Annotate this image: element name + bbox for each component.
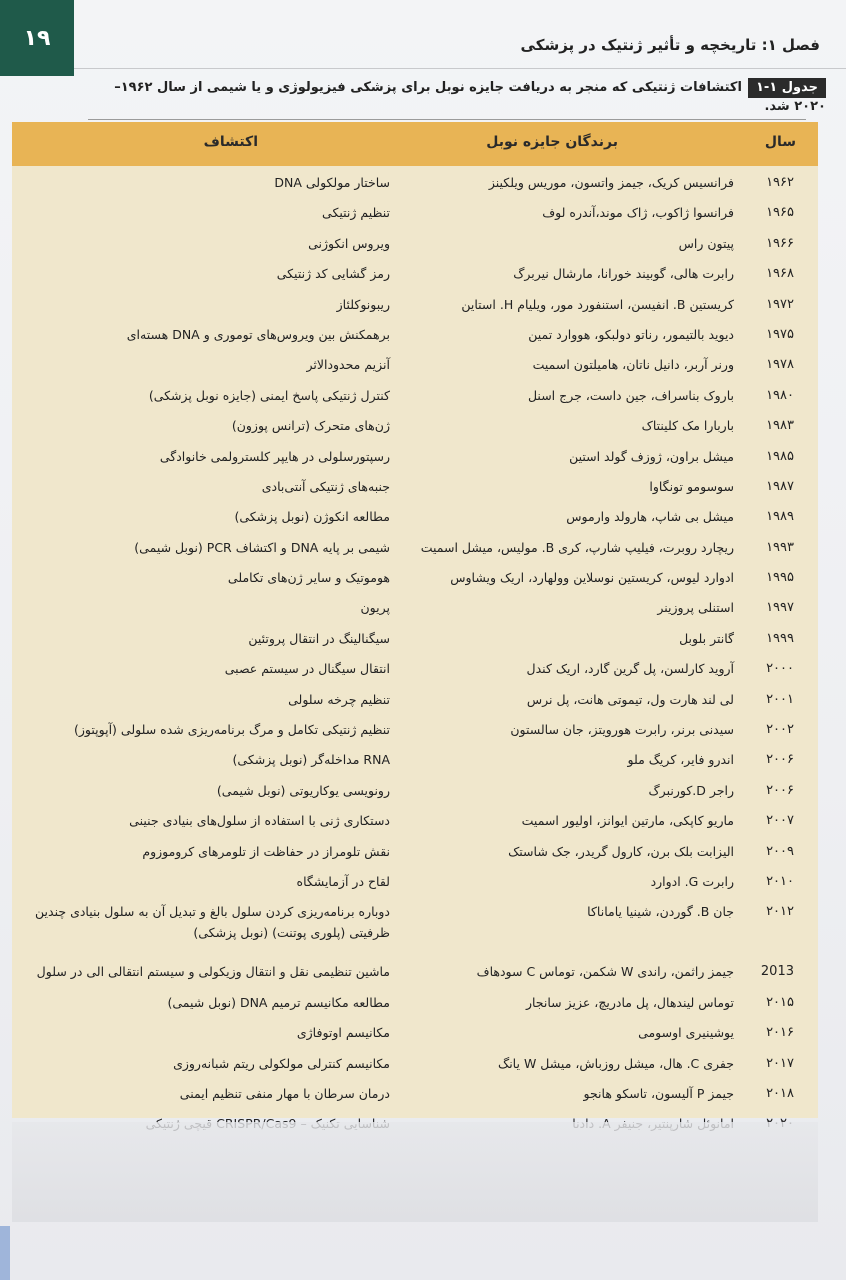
row-laureates: باربارا مک کلینتاک xyxy=(641,418,734,434)
row-laureates: جان B. گوردن، شینیا یاماناکا xyxy=(587,904,734,920)
page-number: ۱۹ xyxy=(0,0,74,76)
row-year: ۲۰۱۰ xyxy=(766,873,794,889)
row-year: ۲۰۰۶ xyxy=(766,782,794,798)
row-laureates: توماس لیندهال، پل مادریچ، عزیز سانجار xyxy=(525,994,734,1010)
row-laureates: میشل براون، ژوزف گولد استین xyxy=(569,448,734,464)
row-discovery: دستکاری ژنی با استفاده از سلول‌های بنیادی جنینی xyxy=(129,813,390,829)
row-discovery: مطالعه انکوژن (نوبل پزشکی) xyxy=(234,509,390,525)
row-laureates: پیتون راس xyxy=(678,235,734,251)
table-row xyxy=(12,957,818,987)
table-row xyxy=(12,168,818,198)
table-row xyxy=(12,1049,818,1079)
table-header xyxy=(12,122,818,166)
table-row xyxy=(12,624,818,654)
row-discovery: شیمی بر پایه DNA و اکتشاف PCR (نوبل شیمی) xyxy=(134,539,390,555)
row-discovery: دوباره برنامه‌ریزی کردن سلول بالغ و تبدیل آن به سلول بنیادی چندین ظرفیتی (پلوری پوتنت) (نوبل پزشکی) xyxy=(35,904,390,941)
row-year: ۲۰۱۵ xyxy=(766,994,794,1010)
table-row xyxy=(12,350,818,380)
row-laureates: کریستین B. انفیسن، استنفورد مور، ویلیام H. استاین xyxy=(461,296,734,312)
row-year: ۲۰۱۲ xyxy=(766,904,794,920)
table-row xyxy=(12,1079,818,1109)
chapter-title: فصل ۱: تاریخچه و تأثیر ژنتیک در پزشکی xyxy=(520,36,820,54)
row-year: ۲۰۱۸ xyxy=(766,1085,794,1101)
row-laureates: فرانسیس کریک، جیمز واتسون، موریس ویلکینز xyxy=(488,175,734,190)
row-year: ۱۹۷۵ xyxy=(766,326,794,342)
row-laureates: ادوارد لیوس، کریستین نوسلاین وولهارد، اریک ویشاوس xyxy=(450,570,734,586)
row-discovery: تنظیم ژنتیکی تکامل و مرگ برنامه‌ریزی شده سلولی (آپوپتوز) xyxy=(74,722,390,738)
table-row xyxy=(12,715,818,745)
row-discovery: تنظیم چرخه سلولی xyxy=(288,691,390,707)
row-discovery: سیگنالینگ در انتقال پروتئین xyxy=(248,630,390,646)
row-year: ۱۹۹۹ xyxy=(766,630,794,646)
row-laureates: میشل بی شاپ، هارولد وارموس xyxy=(566,509,734,525)
row-discovery: رسپتورسلولی در هایپر کلسترولمی خانوادگی xyxy=(159,448,390,464)
row-year: ۲۰۰۰ xyxy=(766,661,794,677)
row-discovery: آنزیم محدودالاثر xyxy=(306,357,390,373)
row-discovery: جنبه‌های ژنتیکی آنتی‌بادی xyxy=(261,478,390,494)
row-laureates: راجر D.کورنبرگ xyxy=(648,782,734,798)
row-laureates: جفری C. هال، میشل روزباش، میشل W یانگ xyxy=(498,1055,734,1071)
header-laureates: برندگان جایزه نوبل xyxy=(486,134,618,150)
table-label: جدول ۱-۱ xyxy=(748,78,826,98)
row-year: ۱۹۸۵ xyxy=(766,448,794,464)
row-laureates: لی لند هارت ول، تیموتی هانت، پل نرس xyxy=(526,691,734,707)
table-row xyxy=(12,198,818,228)
table-row xyxy=(12,502,818,532)
row-laureates: آروید کارلسن، پل گرین گارد، اریک کندل xyxy=(526,661,734,677)
row-year: ۲۰۰۶ xyxy=(766,752,794,768)
table-row xyxy=(12,806,818,836)
row-laureates: دیوید بالتیمور، رناتو دولبکو، هووارد تمین xyxy=(528,326,734,342)
table-row xyxy=(12,837,818,867)
table-row xyxy=(12,1018,818,1048)
row-discovery: مکانیسم اوتوفاژی xyxy=(296,1025,390,1041)
row-year: 2013 xyxy=(760,964,794,980)
row-discovery: درمان سرطان با مهار منفی تنظیم ایمنی xyxy=(179,1085,390,1101)
table-row xyxy=(12,229,818,259)
row-year: ۱۹۷۸ xyxy=(766,357,794,373)
caption-text: اکتشافات ژنتیکی که منجر به دریافت جایزه نوبل برای پزشکی فیزیولوژی و یا شیمی از سال ۱۹۶۲–۲۰۲۰ شد. xyxy=(114,80,826,114)
header-year: سال xyxy=(764,134,796,150)
row-discovery: برهمکنش بین ویروس‌های توموری و DNA هسته‌ای xyxy=(126,326,390,342)
row-year: ۱۹۶۸ xyxy=(766,266,794,282)
row-year: ۲۰۰۲ xyxy=(766,722,794,738)
table-row xyxy=(12,411,818,441)
row-year: ۱۹۶۵ xyxy=(766,205,794,221)
row-discovery: نقش تلومراز در حفاظت از تلومرهای کروموزوم xyxy=(142,843,390,859)
row-laureates: باروک بناسراف، جین داست، جرج اسنل xyxy=(527,387,734,403)
row-discovery: پریون xyxy=(360,600,390,616)
row-year: ۲۰۰۷ xyxy=(766,813,794,829)
row-laureates: رابرت هالی، گوبیند خورانا، مارشال نیربرگ xyxy=(513,266,734,282)
row-laureates: ماریو کاپکی، مارتین ایوانز، اولیور اسمیت xyxy=(521,813,734,829)
row-year: ۱۹۸۰ xyxy=(766,387,794,403)
row-discovery: لقاح در آزمایشگاه xyxy=(296,873,390,889)
table-row xyxy=(12,867,818,897)
table-row xyxy=(12,290,818,320)
table-body xyxy=(12,168,818,1140)
row-discovery: RNA مداخله‌گر (نوبل پزشکی) xyxy=(232,752,390,768)
table-row xyxy=(12,685,818,715)
row-discovery: مطالعه مکانیسم ترمیم DNA (نوبل شیمی) xyxy=(167,994,390,1010)
row-laureates: یوشینیری اوسومی xyxy=(638,1025,734,1041)
header-divider xyxy=(74,68,846,69)
table-row xyxy=(12,472,818,502)
table-row xyxy=(12,776,818,806)
row-year: ۱۹۶۲ xyxy=(766,175,794,190)
page-bottom-area xyxy=(12,1122,818,1222)
table-row xyxy=(12,897,818,957)
row-discovery: انتقال سیگنال در سیستم عصبی xyxy=(224,661,390,677)
row-laureates: سوسومو تونگاوا xyxy=(649,478,734,494)
table-row xyxy=(12,593,818,623)
nobel-table xyxy=(12,122,818,1118)
row-year: ۱۹۹۳ xyxy=(766,539,794,555)
row-discovery: ژن‌های متحرک (ترانس پوزون) xyxy=(231,418,390,434)
row-laureates: اندرو فایر، کریگ ملو xyxy=(627,752,734,768)
row-discovery: تنظیم ژنتیکی xyxy=(322,205,390,221)
table-row xyxy=(12,563,818,593)
table-row xyxy=(12,320,818,350)
row-year: ۲۰۰۹ xyxy=(766,843,794,859)
table-row xyxy=(12,988,818,1018)
row-discovery: ماشین تنظیمی نقل و انتقال وزیکولی و سیستم انتقالی الی در سلول xyxy=(36,964,390,980)
table-row xyxy=(12,745,818,775)
edge-marker xyxy=(0,1226,10,1280)
row-laureates: فرانسوا ژاکوب، ژاک موند،آندره لوف xyxy=(542,205,734,221)
row-year: ۱۹۹۵ xyxy=(766,570,794,586)
row-discovery: کنترل ژنتیکی پاسخ ایمنی (جایزه نوبل پزشکی) xyxy=(148,387,390,403)
table-caption xyxy=(88,78,826,116)
caption-divider xyxy=(88,119,806,120)
table-row xyxy=(12,442,818,472)
table-row xyxy=(12,259,818,289)
row-year: ۱۹۷۲ xyxy=(766,296,794,312)
table-row xyxy=(12,533,818,563)
row-discovery: رونویسی یوکاریوتی (نوبل شیمی) xyxy=(216,782,390,798)
row-discovery: ویروس انکوژنی xyxy=(308,235,390,251)
table-row xyxy=(12,654,818,684)
row-year: ۲۰۱۷ xyxy=(766,1055,794,1071)
row-discovery: ساختار مولکولی DNA xyxy=(274,175,390,190)
row-year: ۱۹۹۷ xyxy=(766,600,794,616)
row-laureates: الیزابت بلک برن، کارول گریدر، جک شاستک xyxy=(508,843,734,859)
row-discovery: هوموتیک و سایر ژن‌های تکاملی xyxy=(227,570,390,586)
table-row xyxy=(12,381,818,411)
row-laureates: سیدنی برنر، رابرت هورویتز، جان سالستون xyxy=(510,722,734,738)
row-laureates: ریچارد روبرت، فیلیپ شارپ، کری B. مولیس، میشل اسمیت xyxy=(420,539,734,555)
row-discovery: مکانیسم کنترلی مولکولی ریتم شبانه‌روزی xyxy=(173,1055,390,1071)
row-year: ۱۹۸۷ xyxy=(766,478,794,494)
row-discovery: رمز گشایی کد ژنتیکی xyxy=(276,266,390,282)
row-laureates: رابرت G. ادوارد xyxy=(650,873,734,889)
row-laureates: استنلی پروزینر xyxy=(657,600,734,616)
row-year: ۲۰۰۱ xyxy=(766,691,794,707)
row-year: ۲۰۱۶ xyxy=(766,1025,794,1041)
row-year: ۱۹۸۳ xyxy=(766,418,794,434)
row-laureates: ورنر آربر، دانیل ناتان، هامیلتون اسمیت xyxy=(532,357,734,373)
row-laureates: گانتر بلوبل xyxy=(679,630,734,646)
header-discovery: اکتشاف xyxy=(203,134,258,150)
row-year: ۱۹۸۹ xyxy=(766,509,794,525)
row-discovery: ریبونوکلئاز xyxy=(336,296,390,312)
row-year: ۱۹۶۶ xyxy=(766,235,794,251)
row-laureates: جیمز P آلیسون، تاسکو هانجو xyxy=(583,1085,734,1101)
row-laureates: جیمز راثمن، راندی W شکمن، توماس C سودهاف xyxy=(476,964,734,980)
